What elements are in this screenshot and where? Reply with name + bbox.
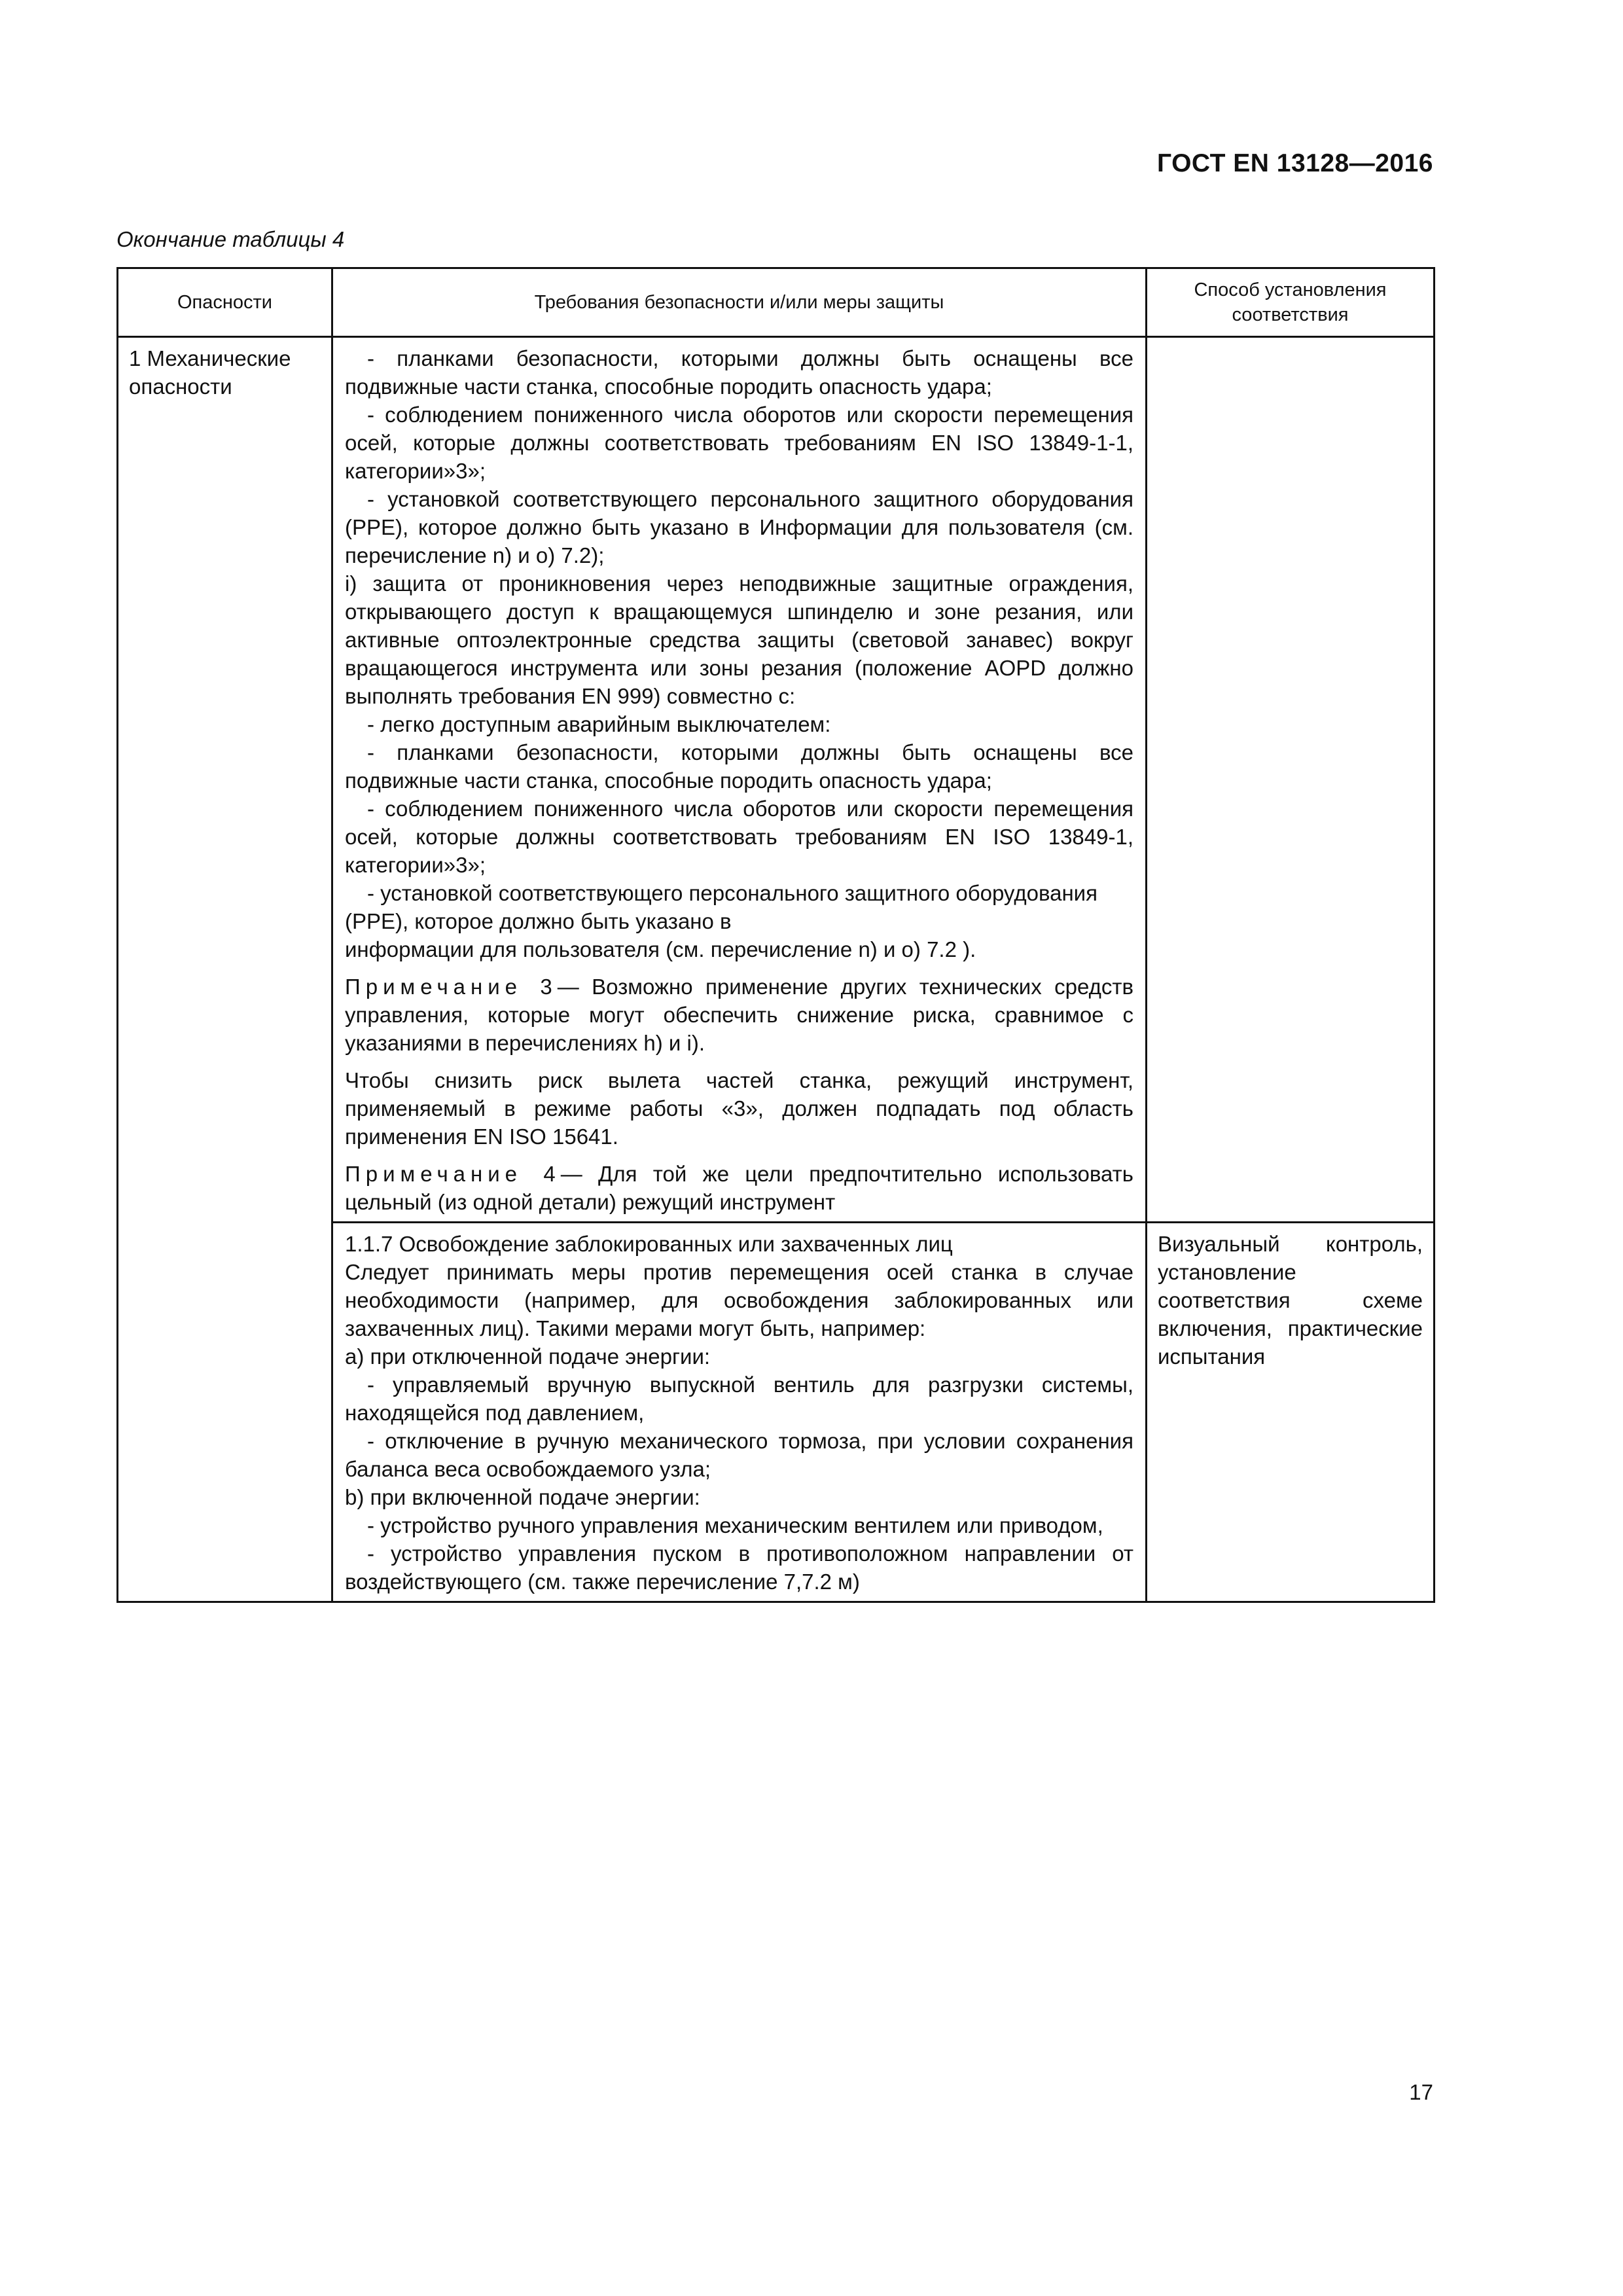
req-item: - управляемый вручную выпускной вентиль для разгрузки системы, находящейся под давлением, [345, 1372, 1133, 1425]
req-item: - соблюдением пониженного числа оборотов или скорости перемещения осей, которые должны соответствовать требованиям EN ISO 13849-1-1, категории»3»; [345, 403, 1133, 483]
requirements-cell [332, 1223, 1147, 1602]
note-4 [345, 1160, 1133, 1216]
header-conformity-label: Способ установления соответствия [1194, 279, 1387, 325]
requirements-cell [332, 337, 1147, 1223]
req-item: - установкой соответствующего персонального защитного оборудования (PPE), которое должно быть указано в Информации для пользователя (см. перечисление n) и о) 7.2); [345, 487, 1133, 567]
hazard-cell [118, 337, 332, 1602]
hazard-text: 1 Механические опасности [129, 346, 291, 399]
header-requirements [332, 268, 1147, 337]
req-item: информации для пользователя (см. перечисление n) и о) 7.2 ). [345, 937, 976, 961]
req-item: 1.1.7 Освобождение заблокированных или захваченных лиц [345, 1232, 953, 1256]
page-number: 17 [1409, 2080, 1433, 2104]
conformity-text: Визуальный контроль, установление соответствия схеме включения, практические испытания [1158, 1232, 1423, 1369]
req-item: i) защита от проникновения через неподвижные защитные ограждения, открывающего доступ к вращающемуся шпинделю и зоне резания, или активные оптоэлектронные средства защиты (световой занавес) вокруг вращающегося инструмента или зоны резания (положение AOPD должно выполнять требования EN 999) совместно с: [345, 571, 1133, 708]
req-item: - отключение в ручную механического тормоза, при условии сохранения баланса веса освобождаемого узла; [345, 1429, 1133, 1481]
conformity-cell [1147, 337, 1435, 1223]
header-requirements-label: Требования безопасности и/или меры защиты [534, 292, 944, 313]
note-3-text: — Возможно применение других технических средств управления, которые могут обеспечить снижение риска, сравнимое с указаниями в перечислениях h) и i). [345, 975, 1134, 1055]
header-hazards-label: Опасности [177, 292, 272, 313]
note-4-label: Примечание 4 [345, 1162, 561, 1186]
table-row [118, 337, 1435, 1223]
header-hazards [118, 268, 332, 337]
req-item: а) при отключенной подаче энергии: [345, 1344, 711, 1369]
conformity-text [1147, 338, 1433, 350]
req-item: Следует принимать меры против перемещения осей станка в случае необходимости (например, для освобождения заблокированных или захваченных лиц). Такими мерами могут быть, например: [345, 1260, 1133, 1340]
table-caption: Окончание таблицы 4 [116, 227, 345, 251]
conformity-cell [1147, 1223, 1435, 1602]
req-item: - планками безопасности, которыми должны быть оснащены все подвижные части станка, способные породить опасность удара; [345, 346, 1133, 399]
note-3-label: Примечание 3 [345, 975, 558, 999]
paragraph-cutting-tool: Чтобы снизить риск вылета частей станка, режущий инструмент, применяемый в режиме работы «3», должен подпадать под область применения EN ISO 15641. [345, 1068, 1133, 1149]
req-item: b) при включенной подаче энергии: [345, 1485, 700, 1509]
req-item: - планками безопасности, которыми должны быть оснащены все подвижные части станка, способные породить опасность удара; [345, 740, 1133, 793]
req-item: - устройство ручного управления механическим вентилем или приводом, [367, 1513, 1103, 1537]
note-4-text: — Для той же цели предпочтительно использовать цельный (из одной детали) режущий инструмент [345, 1162, 1133, 1214]
note-3 [345, 973, 1133, 1057]
req-item: - соблюдением пониженного числа оборотов или скорости перемещения осей, которые должны соответствовать требованиям EN ISO 13849-1, категории»3»; [345, 797, 1133, 877]
requirements-table [116, 267, 1435, 1603]
document-code: ГОСТ EN 13128—2016 [1156, 149, 1433, 177]
table-header-row [118, 268, 1435, 337]
req-item: - устройство управления пуском в противоположном направлении от воздействующего (см. также перечисление 7,7.2 м) [345, 1541, 1133, 1594]
header-conformity [1147, 268, 1435, 337]
req-item: - установкой соответствующего персонального защитного оборудования (PPE), которое должно быть указано в [345, 881, 1097, 933]
req-item: - легко доступным аварийным выключателем: [367, 712, 831, 736]
